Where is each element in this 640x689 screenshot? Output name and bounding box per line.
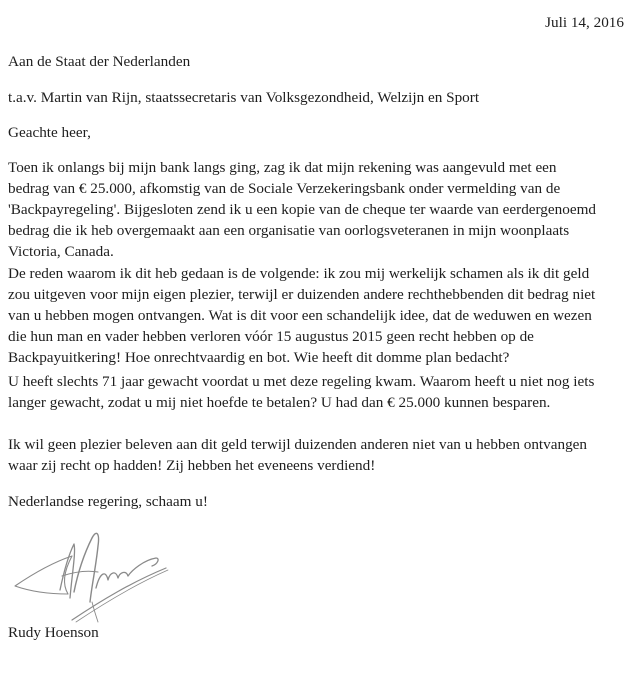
signer-name: Rudy Hoenson	[8, 624, 99, 641]
paragraph-line: bedrag die ik heb overgemaakt aan een organisatie van oorlogsveteranen in mijn woonplaats	[8, 222, 570, 239]
paragraph-3	[8, 371, 638, 413]
recipient: Aan de Staat der Nederlanden	[8, 53, 191, 70]
paragraph-line: zou uitgeven voor mijn eigen plezier, terwijl er duizenden andere rechthebbenden dit bedrag niet	[8, 286, 596, 303]
paragraph-line: van u hebben mogen ontvangen. Wat is dit voor een schandelijk idee, dat de weduwen en wezen	[8, 307, 592, 324]
paragraph-line: die hun man en vader hebben verloren vóór 15 augustus 2015 geen recht hebben op de	[8, 328, 534, 345]
paragraph-2	[8, 263, 638, 368]
paragraph-line: Backpayuitkering! Hoe onrechtvaardig en bot. Wie heeft dit domme plan bedacht?	[8, 349, 510, 366]
paragraph-line: langer gewacht, zodat u mij niet hoefde te betalen? U had dan € 25.000 kunnen besparen.	[8, 394, 551, 411]
paragraph-line: Victoria, Canada.	[8, 243, 114, 260]
paragraph-line: Toen ik onlangs bij mijn bank langs ging, zag ik dat mijn rekening was aangevuld met een	[8, 159, 557, 176]
paragraph-line: waar zij recht op hadden! Zij hebben het eveneens verdiend!	[8, 457, 376, 474]
salutation: Geachte heer,	[8, 124, 91, 141]
letter-date: Juli 14, 2016	[545, 14, 624, 31]
paragraph-1	[8, 157, 638, 262]
paragraph-line: bedrag van € 25.000, afkomstig van de Sociale Verzekeringsbank onder vermelding van de	[8, 180, 561, 197]
closing: Nederlandse regering, schaam u!	[8, 493, 208, 510]
paragraph-line: Ik wil geen plezier beleven aan dit geld terwijl duizenden anderen niet van u hebben ontvangen	[8, 436, 588, 453]
signature-icon	[12, 516, 172, 626]
paragraph-line: 'Backpayregeling'. Bijgesloten zend ik u een kopie van de cheque ter waarde van eerdergenoemd	[8, 201, 596, 218]
paragraph-line: De reden waarom ik dit heb gedaan is de volgende: ik zou mij werkelijk schamen als ik dit geld	[8, 265, 590, 282]
attention-line: t.a.v. Martin van Rijn, staatssecretaris van Volksgezondheid, Welzijn en Sport	[8, 89, 480, 106]
paragraph-4	[8, 434, 638, 476]
paragraph-line: U heeft slechts 71 jaar gewacht voordat u met deze regeling kwam. Waarom heeft u niet nog iets	[8, 373, 595, 390]
